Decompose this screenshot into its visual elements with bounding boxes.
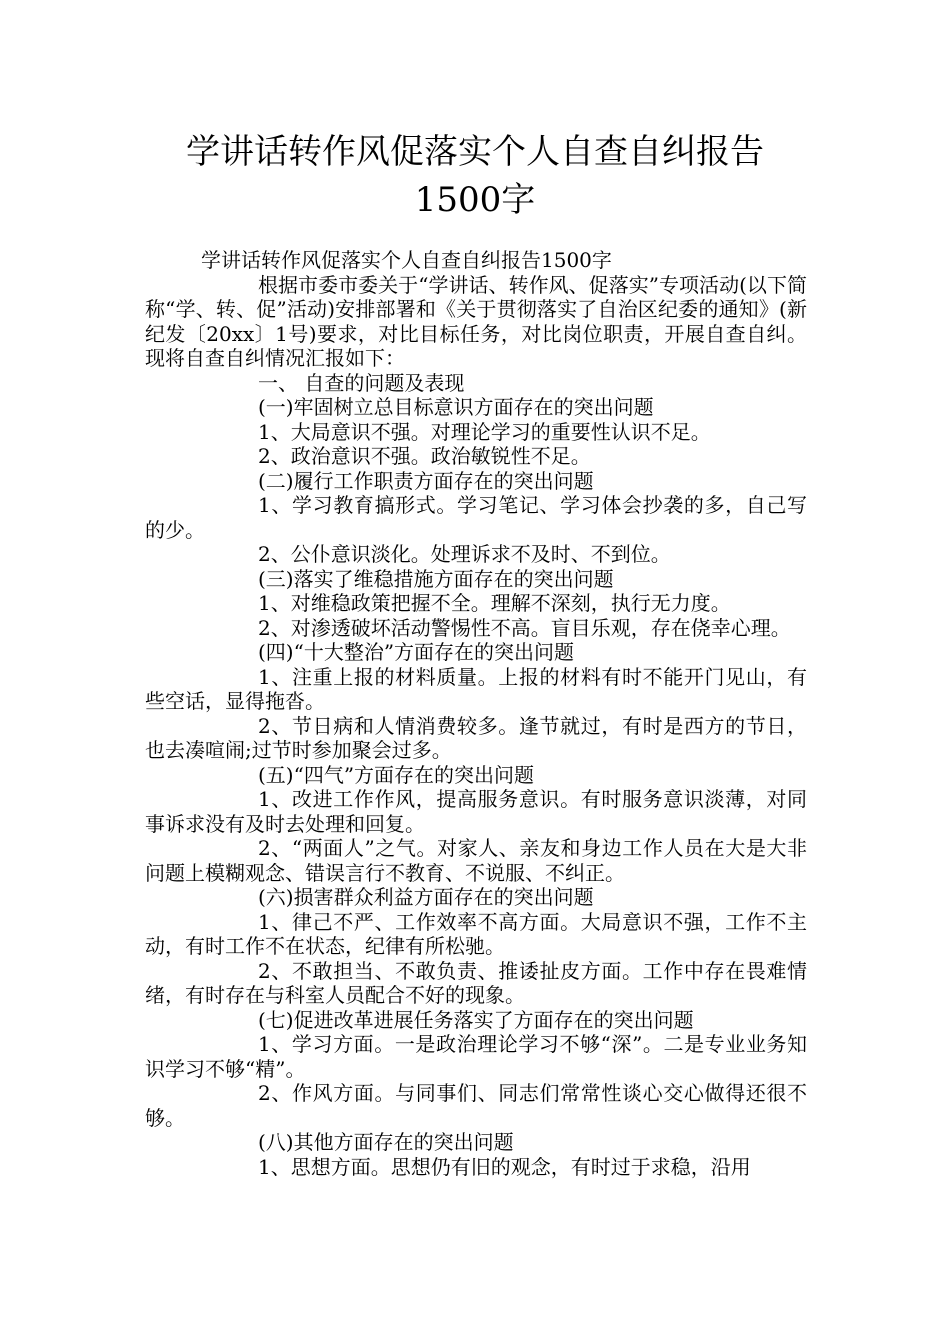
paragraph: 2、公仆意识淡化。处理诉求不及时、不到位。 — [258, 542, 671, 566]
subsection-heading: (七)促进改革进展任务落实了方面存在的突出问题 — [258, 1007, 694, 1032]
paragraph: 1、大局意识不强。对理论学习的重要性认识不足。 — [258, 419, 711, 444]
paragraph: 2、节日病和人情消费较多。逢节就过，有时是西方的节日，也去凑喧闹;过节时参加聚会过多。 — [145, 713, 807, 762]
paragraph: 2、作风方面。与同事们、同志们常常性谈心交心做得还很不够。 — [145, 1081, 807, 1130]
paragraph: 1、学习方面。一是政治理论学习不够“深”。二是专业业务知识学习不够“精”。 — [145, 1032, 807, 1081]
paragraph: 1、律己不严、工作效率不高方面。大局意识不强，工作不主动，有时工作不在状态，纪律有所松驰。 — [145, 909, 807, 958]
paragraph: 2、政治意识不强。政治敏锐性不足。 — [258, 444, 591, 468]
subsection-heading: (三)落实了维稳措施方面存在的突出问题 — [258, 566, 614, 591]
subsection-heading: (四)“十大整治”方面存在的突出问题 — [258, 640, 575, 664]
paragraph: 1、注重上报的材料质量。上报的材料有时不能开门见山，有些空话，显得拖沓。 — [145, 664, 807, 713]
paragraph: 2、不敢担当、不敢负责、推诿扯皮方面。工作中存在畏难情绪，有时存在与科室人员配合不好的现象。 — [145, 958, 807, 1007]
paragraph: 1、对维稳政策把握不全。理解不深刻，执行无力度。 — [258, 591, 731, 615]
document-title-line2: 1500字 — [414, 180, 536, 220]
section-heading: 一、 自查的问题及表现 — [258, 370, 465, 395]
paragraph: 1、思想方面。思想仍有旧的观念，有时过于求稳，沿用 — [258, 1154, 751, 1179]
document-title-line1: 学讲话转作风促落实个人自查自纠报告 — [186, 132, 764, 172]
subsection-heading: (八)其他方面存在的突出问题 — [258, 1130, 514, 1154]
document-body — [145, 248, 807, 1179]
paragraph: 2、对渗透破坏活动警惕性不高。盲目乐观，存在侥幸心理。 — [258, 615, 791, 640]
document-subtitle: 学讲话转作风促落实个人自查自纠报告1500字 — [201, 248, 612, 272]
paragraph: 1、学习教育搞形式。学习笔记、学习体会抄袭的多，自己写的少。 — [145, 493, 807, 542]
subsection-heading: (二)履行工作职责方面存在的突出问题 — [258, 468, 594, 493]
paragraph: 1、改进工作作风，提高服务意识。有时服务意识淡薄，对同事诉求没有及时去处理和回复。 — [145, 787, 807, 836]
subsection-heading: (一)牢固树立总目标意识方面存在的突出问题 — [258, 395, 654, 419]
paragraph: 2、“两面人”之气。对家人、亲友和身边工作人员在大是大非问题上模糊观念、错误言行不教育、不说服、不纠正。 — [145, 836, 807, 885]
subsection-heading: (五)“四气”方面存在的突出问题 — [258, 762, 535, 787]
subsection-heading: (六)损害群众利益方面存在的突出问题 — [258, 885, 594, 909]
intro-paragraph: 根据市委市委关于“学讲话、转作风、促落实”专项活动(以下简称“学、转、促”活动)安排部署和《关于贯彻落实了自治区纪委的通知》(新纪发〔20xx〕1号)要求，对比目标任务，对比岗位职责，开展自查自纠。现将自查自纠情况汇报如下： — [145, 272, 807, 370]
